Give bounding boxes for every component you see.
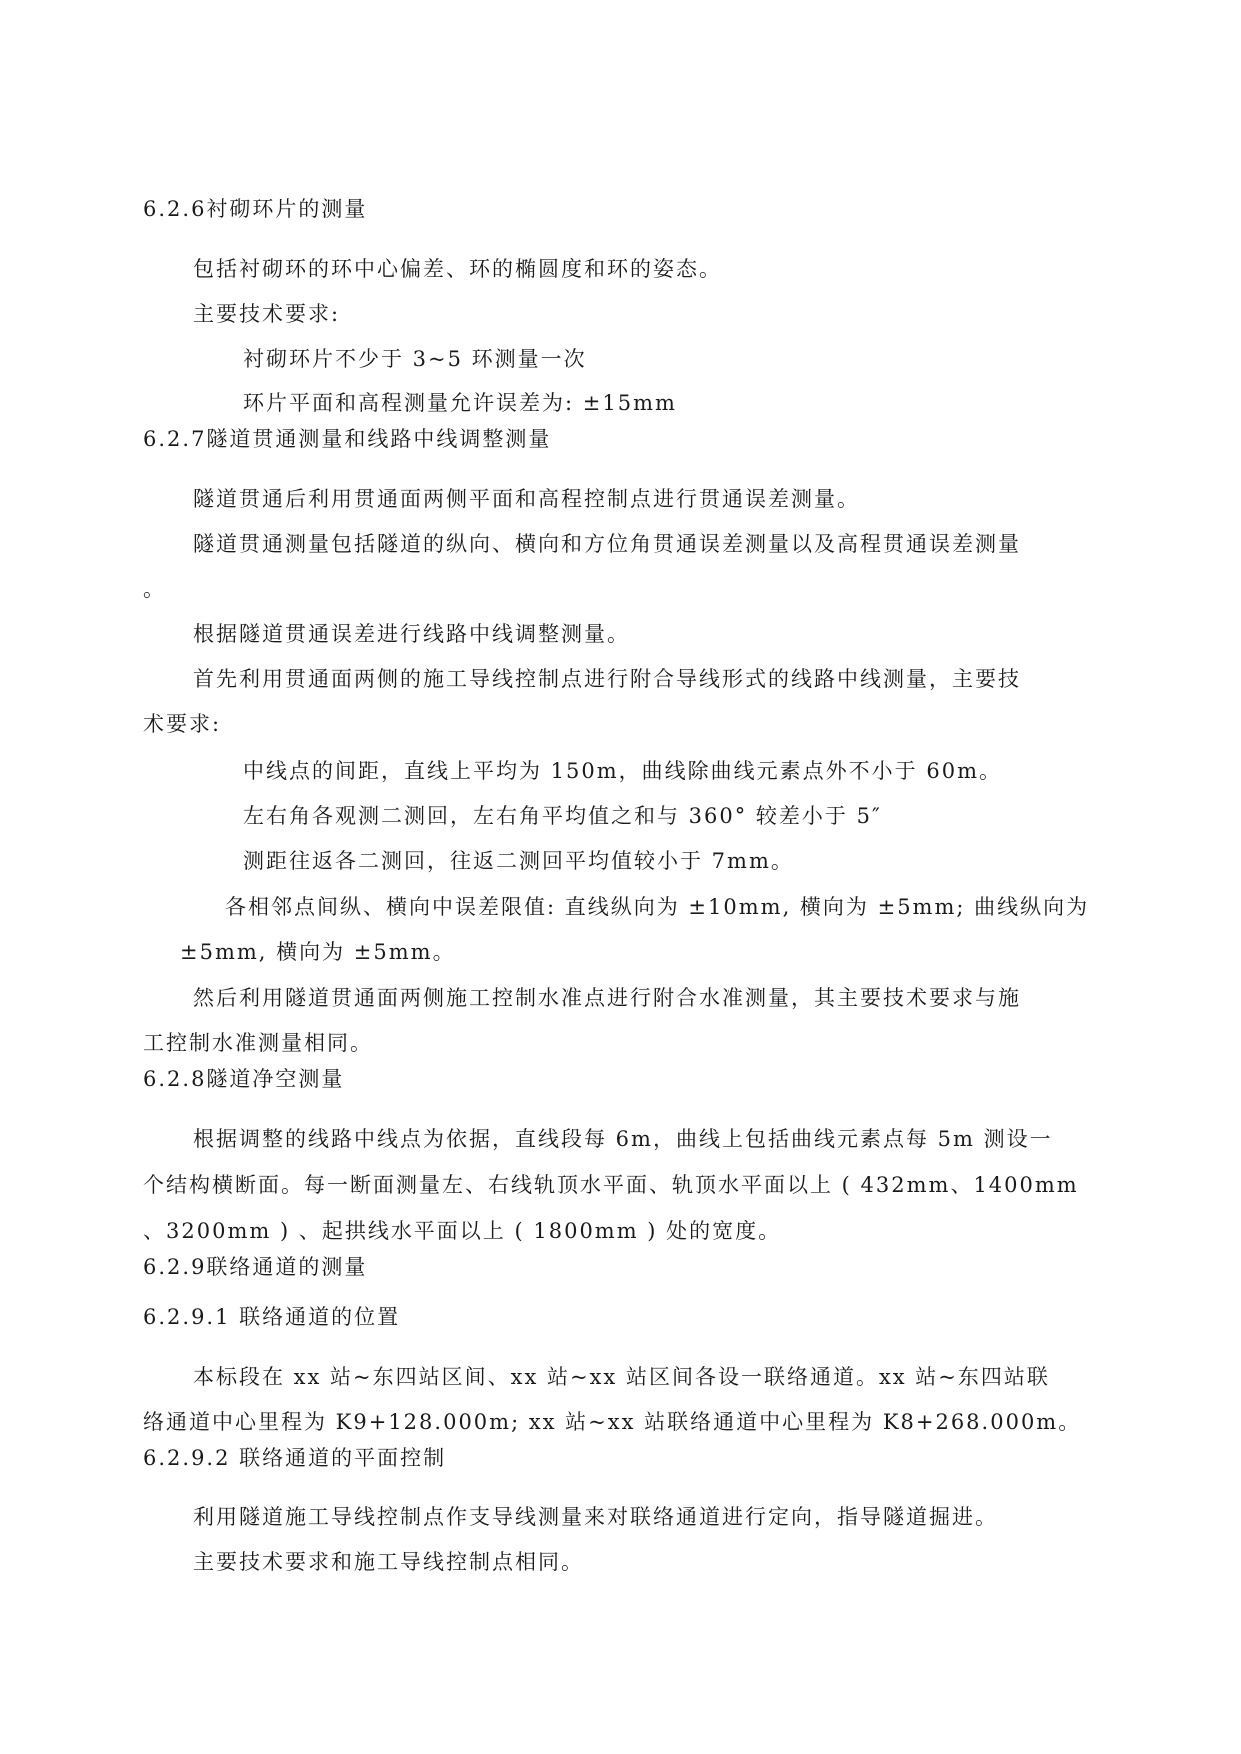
heading-6-2-8: 6.2.8隧道净空测量 — [143, 1067, 345, 1091]
requirement-item: 各相邻点间纵、横向中误差限值: 直线纵向为 ±10mm, 横向为 ±5mm; 曲线纵向为 — [225, 895, 1090, 919]
heading-6-2-6: 6.2.6衬砌环片的测量 — [143, 197, 368, 221]
paragraph-continuation: 工控制水准测量相同。 — [143, 1031, 373, 1055]
heading-6-2-9-1: 6.2.9.1 联络通道的位置 — [143, 1305, 401, 1329]
paragraph-continuation: 术要求: — [143, 712, 222, 736]
requirement-item: 测距往返各二测回，往返二测回平均值较小于 7mm。 — [243, 849, 794, 873]
heading-6-2-9: 6.2.9联络通道的测量 — [143, 1255, 368, 1279]
heading-6-2-9-2: 6.2.9.2 联络通道的平面控制 — [143, 1446, 447, 1470]
paragraph: 利用隧道施工导线控制点作支导线测量来对联络通道进行定向，指导隧道掘进。 — [193, 1505, 998, 1529]
requirement-item: 左右角各观测二测回，左右角平均值之和与 360° 较差小于 5″ — [243, 804, 882, 828]
requirement-item: 环片平面和高程测量允许误差为: ±15mm — [243, 391, 677, 415]
paragraph: 隧道贯通后利用贯通面两侧平面和高程控制点进行贯通误差测量。 — [193, 487, 860, 511]
paragraph-continuation: 个结构横断面。每一断面测量左、右线轨顶水平面、轨顶水平面以上 ( 432mm、1400mm — [143, 1173, 1079, 1197]
paragraph: 隧道贯通测量包括隧道的纵向、横向和方位角贯通误差测量以及高程贯通误差测量 — [193, 532, 1021, 556]
paragraph: 根据调整的线路中线点为依据，直线段每 6m，曲线上包括曲线元素点每 5m 测设一 — [193, 1127, 1053, 1151]
requirement-item: 中线点的间距，直线上平均为 150m，曲线除曲线元素点外不小于 60m。 — [243, 759, 1002, 783]
paragraph-continuation: 。 — [143, 577, 166, 601]
paragraph-continuation: 、3200mm ) 、起拱线水平面以上 ( 1800mm ) 处的宽度。 — [143, 1219, 782, 1243]
paragraph: 本标段在 xx 站~东四站区间、xx 站~xx 站区间各设一联络通道。xx 站~东四站联 — [193, 1365, 1050, 1389]
requirements-title: 主要技术要求: — [193, 302, 341, 326]
requirement-continuation: ±5mm, 横向为 ±5mm。 — [180, 940, 456, 964]
paragraph: 包括衬砌环的环中心偏差、环的椭圆度和环的姿态。 — [193, 257, 722, 281]
paragraph-continuation: 络通道中心里程为 K9+128.000m; xx 站~xx 站联络通道中心里程为 K8+268.000m。 — [143, 1410, 1082, 1434]
paragraph: 首先利用贯通面两侧的施工导线控制点进行附合导线形式的线路中线测量，主要技 — [193, 667, 1021, 691]
requirement-item: 衬砌环片不少于 3~5 环测量一次 — [243, 347, 587, 371]
paragraph: 主要技术要求和施工导线控制点相同。 — [193, 1550, 584, 1574]
paragraph: 根据隧道贯通误差进行线路中线调整测量。 — [193, 622, 630, 646]
paragraph: 然后利用隧道贯通面两侧施工控制水准点进行附合水准测量，其主要技术要求与施 — [193, 986, 1021, 1010]
heading-6-2-7: 6.2.7隧道贯通测量和线路中线调整测量 — [143, 427, 552, 451]
